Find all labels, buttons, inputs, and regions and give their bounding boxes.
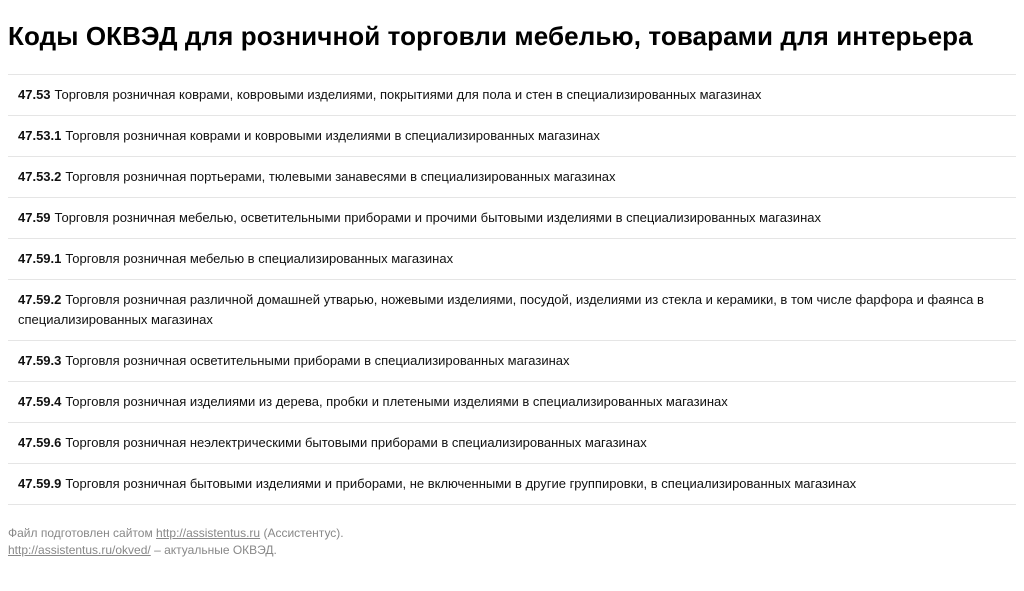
code-description: Торговля розничная изделиями из дерева, пробки и плетеными изделиями в специализированных магазинах — [65, 394, 728, 409]
code-number: 47.59.2 — [18, 292, 62, 307]
code-number: 47.59 — [18, 210, 51, 225]
code-number: 47.53.2 — [18, 169, 62, 184]
okved-link[interactable]: http://assistentus.ru/okved/ — [8, 543, 151, 557]
footer-suffix: (Ассистентус). — [260, 526, 344, 540]
code-description: Торговля розничная мебелью в специализированных магазинах — [65, 251, 454, 266]
code-row — [8, 341, 1016, 382]
code-row — [8, 116, 1016, 157]
code-description: Торговля розничная коврами и ковровыми изделиями в специализированных магазинах — [65, 128, 600, 143]
footer-okved-suffix: – актуальные ОКВЭД. — [150, 543, 277, 557]
okved-code-list — [8, 74, 1016, 505]
code-description: Торговля розничная бытовыми изделиями и приборами, не включенными в другие группировки, в специализированных магазинах — [65, 476, 857, 491]
footer — [8, 525, 1016, 559]
code-number: 47.59.3 — [18, 353, 62, 368]
code-number: 47.59.1 — [18, 251, 62, 266]
code-number: 47.59.4 — [18, 394, 62, 409]
code-row — [8, 157, 1016, 198]
code-row — [8, 239, 1016, 280]
code-number: 47.59.6 — [18, 435, 62, 450]
code-number: 47.53.1 — [18, 128, 62, 143]
footer-line-okved — [8, 542, 1016, 559]
code-description: Торговля розничная коврами, ковровыми изделиями, покрытиями для пола и стен в специализированных магазинах — [54, 87, 762, 102]
page — [8, 0, 1016, 559]
footer-line-source — [8, 525, 1016, 542]
page-title: Коды ОКВЭД для розничной торговли мебелью, товарами для интерьера — [8, 21, 973, 51]
footer-prefix: Файл подготовлен сайтом — [8, 526, 157, 540]
code-description: Торговля розничная различной домашней утварью, ножевыми изделиями, посудой, изделиями из стекла и керамики, в том числе фарфора и фаянса в специализированных магазинах — [18, 292, 984, 327]
code-number: 47.59.9 — [18, 476, 62, 491]
code-row — [8, 75, 1016, 116]
code-description: Торговля розничная неэлектрическими бытовыми приборами в специализированных магазинах — [65, 435, 647, 450]
code-row — [8, 464, 1016, 505]
code-description: Торговля розничная осветительными приборами в специализированных магазинах — [65, 353, 570, 368]
site-link[interactable]: http://assistentus.ru — [156, 526, 261, 540]
code-row — [8, 280, 1016, 341]
code-description: Торговля розничная портьерами, тюлевыми занавесями в специализированных магазинах — [65, 169, 616, 184]
code-row — [8, 382, 1016, 423]
code-row — [8, 423, 1016, 464]
code-description: Торговля розничная мебелью, осветительными приборами и прочими бытовыми изделиями в специализированных магазинах — [54, 210, 821, 225]
code-number: 47.53 — [18, 87, 51, 102]
code-row — [8, 198, 1016, 239]
